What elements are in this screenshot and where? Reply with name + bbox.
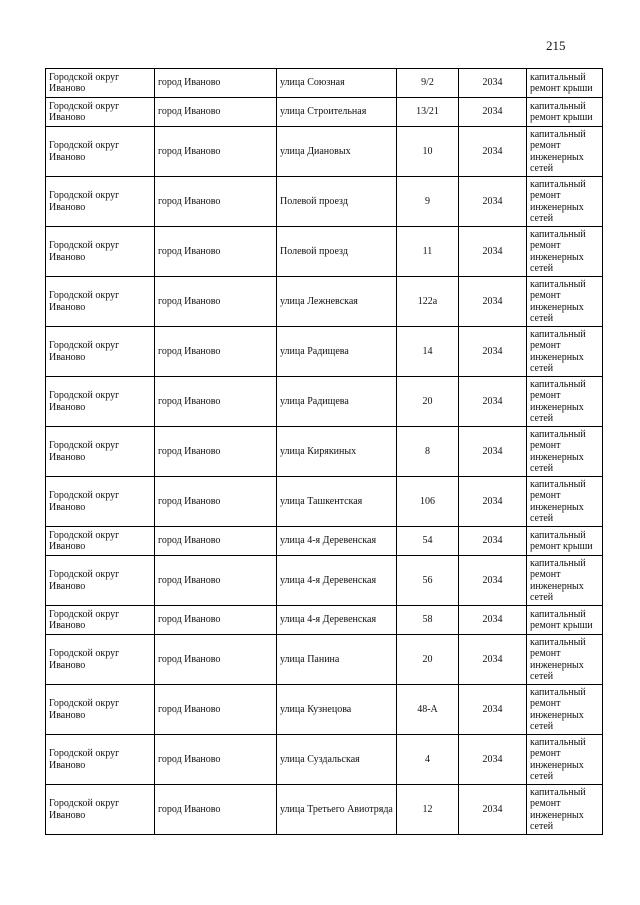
street-cell: улица 4-я Деревенская — [277, 556, 397, 606]
street-cell: Полевой проезд — [277, 227, 397, 277]
work-type-cell: капитальный ремонт инженерных сетей — [527, 377, 603, 427]
city-cell: город Иваново — [155, 177, 277, 227]
table-row — [46, 556, 603, 606]
house-number-cell: 13/21 — [397, 98, 459, 127]
table-row — [46, 327, 603, 377]
street-cell: улица Союзная — [277, 69, 397, 98]
okrug-cell: Городской округ Иваново — [46, 527, 155, 556]
city-cell: город Иваново — [155, 98, 277, 127]
street-cell: улица Радищева — [277, 377, 397, 427]
street-cell: улица 4-я Деревенская — [277, 527, 397, 556]
table-row — [46, 427, 603, 477]
city-cell: город Иваново — [155, 227, 277, 277]
house-number-cell: 20 — [397, 377, 459, 427]
year-cell: 2034 — [459, 277, 527, 327]
street-cell: улица Ташкентская — [277, 477, 397, 527]
city-cell: город Иваново — [155, 277, 277, 327]
city-cell: город Иваново — [155, 635, 277, 685]
house-number-cell: 20 — [397, 635, 459, 685]
work-type-cell: капитальный ремонт инженерных сетей — [527, 227, 603, 277]
okrug-cell: Городской округ Иваново — [46, 69, 155, 98]
okrug-cell: Городской округ Иваново — [46, 785, 155, 835]
city-cell: город Иваново — [155, 527, 277, 556]
house-number-cell: 8 — [397, 427, 459, 477]
year-cell: 2034 — [459, 69, 527, 98]
city-cell: город Иваново — [155, 785, 277, 835]
street-cell: улица Панина — [277, 635, 397, 685]
work-type-cell: капитальный ремонт инженерных сетей — [527, 556, 603, 606]
table-row — [46, 735, 603, 785]
work-type-cell: капитальный ремонт инженерных сетей — [527, 785, 603, 835]
year-cell: 2034 — [459, 527, 527, 556]
okrug-cell: Городской округ Иваново — [46, 127, 155, 177]
house-number-cell: 9 — [397, 177, 459, 227]
okrug-cell: Городской округ Иваново — [46, 606, 155, 635]
house-number-cell: 11 — [397, 227, 459, 277]
street-cell: улица 4-я Деревенская — [277, 606, 397, 635]
table-row — [46, 377, 603, 427]
okrug-cell: Городской округ Иваново — [46, 277, 155, 327]
city-cell: город Иваново — [155, 327, 277, 377]
year-cell: 2034 — [459, 685, 527, 735]
year-cell: 2034 — [459, 556, 527, 606]
table-row — [46, 98, 603, 127]
work-type-cell: капитальный ремонт инженерных сетей — [527, 477, 603, 527]
house-number-cell: 106 — [397, 477, 459, 527]
city-cell: город Иваново — [155, 427, 277, 477]
okrug-cell: Городской округ Иваново — [46, 477, 155, 527]
okrug-cell: Городской округ Иваново — [46, 427, 155, 477]
year-cell: 2034 — [459, 177, 527, 227]
table-row — [46, 477, 603, 527]
street-cell: улица Кирякиных — [277, 427, 397, 477]
city-cell: город Иваново — [155, 477, 277, 527]
city-cell: город Иваново — [155, 69, 277, 98]
work-type-cell: капитальный ремонт инженерных сетей — [527, 427, 603, 477]
house-number-cell: 56 — [397, 556, 459, 606]
work-type-cell: капитальный ремонт инженерных сетей — [527, 277, 603, 327]
street-cell: улица Суздальская — [277, 735, 397, 785]
street-cell: улица Строительная — [277, 98, 397, 127]
city-cell: город Иваново — [155, 685, 277, 735]
street-cell: улица Диановых — [277, 127, 397, 177]
year-cell: 2034 — [459, 98, 527, 127]
year-cell: 2034 — [459, 635, 527, 685]
house-number-cell: 10 — [397, 127, 459, 177]
work-type-cell: капитальный ремонт инженерных сетей — [527, 635, 603, 685]
work-type-cell: капитальный ремонт крыши — [527, 606, 603, 635]
okrug-cell: Городской округ Иваново — [46, 327, 155, 377]
house-number-cell: 58 — [397, 606, 459, 635]
street-cell: улица Третьего Авиотряда — [277, 785, 397, 835]
table-row — [46, 606, 603, 635]
year-cell: 2034 — [459, 735, 527, 785]
okrug-cell: Городской округ Иваново — [46, 735, 155, 785]
year-cell: 2034 — [459, 377, 527, 427]
work-type-cell: капитальный ремонт крыши — [527, 527, 603, 556]
city-cell: город Иваново — [155, 127, 277, 177]
house-number-cell: 14 — [397, 327, 459, 377]
work-type-cell: капитальный ремонт инженерных сетей — [527, 127, 603, 177]
city-cell: город Иваново — [155, 735, 277, 785]
work-type-cell: капитальный ремонт инженерных сетей — [527, 735, 603, 785]
table-row — [46, 127, 603, 177]
house-number-cell: 54 — [397, 527, 459, 556]
okrug-cell: Городской округ Иваново — [46, 98, 155, 127]
work-type-cell: капитальный ремонт крыши — [527, 69, 603, 98]
okrug-cell: Городской округ Иваново — [46, 377, 155, 427]
table-row — [46, 277, 603, 327]
street-cell: улица Радищева — [277, 327, 397, 377]
work-type-cell: капитальный ремонт крыши — [527, 98, 603, 127]
table-row — [46, 177, 603, 227]
work-type-cell: капитальный ремонт инженерных сетей — [527, 685, 603, 735]
okrug-cell: Городской округ Иваново — [46, 685, 155, 735]
year-cell: 2034 — [459, 327, 527, 377]
city-cell: город Иваново — [155, 556, 277, 606]
repair-schedule-table — [45, 68, 603, 835]
city-cell: город Иваново — [155, 606, 277, 635]
house-number-cell: 48-А — [397, 685, 459, 735]
table-row — [46, 227, 603, 277]
table-row — [46, 69, 603, 98]
year-cell: 2034 — [459, 477, 527, 527]
table-row — [46, 635, 603, 685]
table-row — [46, 685, 603, 735]
work-type-cell: капитальный ремонт инженерных сетей — [527, 177, 603, 227]
year-cell: 2034 — [459, 227, 527, 277]
okrug-cell: Городской округ Иваново — [46, 177, 155, 227]
table-row — [46, 785, 603, 835]
work-type-cell: капитальный ремонт инженерных сетей — [527, 327, 603, 377]
city-cell: город Иваново — [155, 377, 277, 427]
okrug-cell: Городской округ Иваново — [46, 635, 155, 685]
street-cell: улица Лежневская — [277, 277, 397, 327]
house-number-cell: 122а — [397, 277, 459, 327]
house-number-cell: 4 — [397, 735, 459, 785]
year-cell: 2034 — [459, 606, 527, 635]
okrug-cell: Городской округ Иваново — [46, 227, 155, 277]
page-number: 215 — [546, 38, 566, 53]
year-cell: 2034 — [459, 785, 527, 835]
street-cell: Полевой проезд — [277, 177, 397, 227]
table-row — [46, 527, 603, 556]
house-number-cell: 12 — [397, 785, 459, 835]
okrug-cell: Городской округ Иваново — [46, 556, 155, 606]
year-cell: 2034 — [459, 127, 527, 177]
year-cell: 2034 — [459, 427, 527, 477]
street-cell: улица Кузнецова — [277, 685, 397, 735]
house-number-cell: 9/2 — [397, 69, 459, 98]
